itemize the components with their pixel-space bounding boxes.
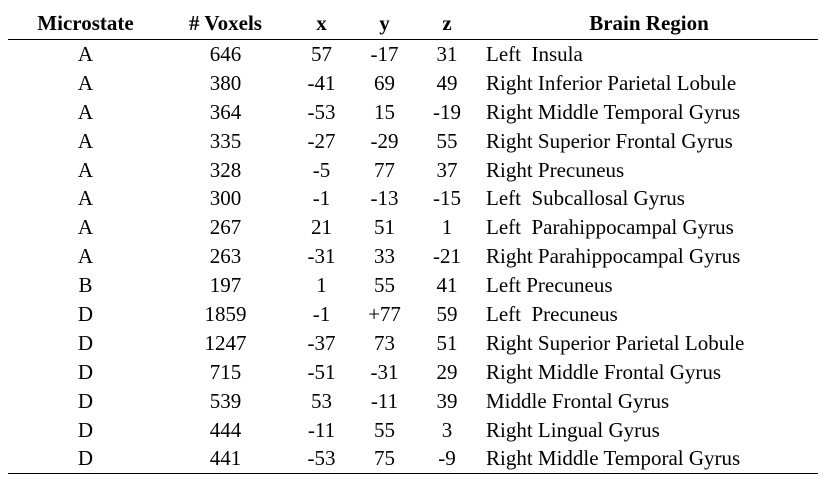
table-row	[8, 213, 818, 242]
header-row	[8, 8, 818, 40]
cell-x: -37	[307, 330, 336, 355]
table-row	[8, 300, 818, 329]
cell-y: 73	[374, 330, 395, 355]
cell-voxels: 263	[209, 244, 242, 269]
cell-microstate: B	[78, 273, 93, 298]
cell-brain-region: Right Lingual Gyrus	[486, 417, 660, 442]
cell-z: 37	[436, 157, 458, 182]
table-header	[8, 8, 818, 40]
cell-y: 75	[374, 446, 395, 471]
table-row	[8, 69, 818, 98]
cell-brain-region: Right Parahippocampal Gyrus	[486, 244, 741, 269]
cell-voxels: 328	[209, 157, 242, 182]
table-row	[8, 98, 818, 127]
cell-x: -1	[312, 301, 331, 326]
cell-y: 69	[374, 70, 395, 95]
cell-z: 41	[436, 273, 458, 298]
cell-voxels: 300	[209, 186, 242, 211]
cell-voxels: 646	[209, 41, 242, 66]
cell-brain-region: Right Superior Frontal Gyrus	[486, 128, 733, 153]
cell-x: 53	[311, 388, 332, 413]
cell-x: -5	[312, 157, 331, 182]
header-brain-region: Brain Region	[589, 11, 709, 35]
cell-y: -29	[370, 128, 399, 153]
cell-y: 15	[374, 99, 395, 124]
cell-voxels: 380	[209, 70, 242, 95]
cell-x: -51	[307, 359, 336, 384]
cell-brain-region: Middle Frontal Gyrus	[486, 388, 670, 413]
cell-y: 55	[374, 417, 395, 442]
cell-z: 39	[436, 388, 458, 413]
table-row	[8, 416, 818, 445]
cell-z: 55	[436, 128, 458, 153]
cell-z: 31	[436, 41, 458, 66]
table-row	[8, 329, 818, 358]
table-row	[8, 127, 818, 156]
cell-x: -53	[307, 99, 336, 124]
cell-microstate: A	[77, 215, 94, 240]
cell-y: 77	[374, 157, 395, 182]
cell-y: -13	[370, 186, 399, 211]
table-body	[8, 40, 818, 474]
table-row	[8, 40, 818, 69]
table-row	[8, 184, 818, 213]
table-row	[8, 387, 818, 416]
header-microstate: Microstate	[37, 11, 134, 35]
cell-z: 29	[436, 359, 458, 384]
cell-z: -21	[433, 244, 461, 269]
cell-voxels: 715	[209, 359, 242, 384]
cell-voxels: 444	[209, 417, 242, 442]
cell-microstate: A	[77, 186, 94, 211]
cell-voxels: 364	[209, 99, 242, 124]
cell-voxels: 441	[209, 446, 242, 471]
cell-brain-region: Left Precuneus	[486, 301, 618, 326]
cell-microstate: D	[77, 388, 94, 413]
cell-voxels: 335	[209, 128, 242, 153]
cell-voxels: 1859	[204, 301, 247, 326]
cell-brain-region: Left Precuneus	[486, 273, 613, 298]
cell-x: -27	[307, 128, 336, 153]
cell-microstate: D	[77, 301, 94, 326]
cell-z: 59	[436, 301, 458, 326]
cell-microstate: A	[77, 244, 94, 269]
cell-y: +77	[368, 301, 401, 326]
cell-brain-region: Right Middle Frontal Gyrus	[486, 359, 722, 384]
cell-brain-region: Right Superior Parietal Lobule	[486, 330, 745, 355]
header-y: y	[379, 11, 390, 35]
cell-y: 55	[374, 273, 395, 298]
cell-x: -31	[307, 244, 336, 269]
cell-microstate: D	[77, 446, 94, 471]
cell-microstate: A	[77, 70, 94, 95]
cell-x: -11	[307, 417, 336, 442]
cell-y: -17	[370, 41, 399, 66]
cell-x: -1	[312, 186, 331, 211]
cell-brain-region: Right Inferior Parietal Lobule	[486, 70, 737, 95]
cell-voxels: 1247	[204, 330, 247, 355]
cell-y: -31	[370, 359, 399, 384]
header-z: z	[442, 11, 452, 35]
cell-voxels: 267	[209, 215, 242, 240]
cell-z: 1	[441, 215, 453, 240]
cell-z: 3	[441, 417, 453, 442]
cell-brain-region: Left Parahippocampal Gyrus	[486, 215, 734, 240]
microstate-table	[8, 8, 818, 474]
cell-microstate: D	[77, 330, 94, 355]
table-row	[8, 444, 818, 473]
cell-voxels: 197	[209, 273, 242, 298]
cell-z: 51	[436, 330, 458, 355]
cell-x: -53	[307, 446, 336, 471]
cell-x: 1	[316, 273, 327, 298]
table-row	[8, 358, 818, 387]
cell-brain-region: Left Insula	[486, 41, 583, 66]
cell-brain-region: Right Precuneus	[486, 157, 625, 182]
table-row	[8, 242, 818, 271]
cell-z: -15	[433, 186, 461, 211]
cell-z: -19	[433, 99, 461, 124]
cell-z: -9	[438, 446, 456, 471]
table-row	[8, 271, 818, 300]
header-x: x	[316, 11, 327, 35]
cell-z: 49	[436, 70, 458, 95]
header-voxels: # Voxels	[189, 11, 262, 35]
microstate-table-container	[8, 8, 818, 474]
table-row	[8, 156, 818, 185]
cell-microstate: A	[77, 157, 94, 182]
cell-microstate: A	[77, 128, 94, 153]
cell-microstate: D	[77, 359, 94, 384]
cell-voxels: 539	[209, 388, 242, 413]
cell-brain-region: Right Middle Temporal Gyrus	[486, 446, 741, 471]
cell-y: -11	[370, 388, 399, 413]
cell-microstate: A	[77, 41, 94, 66]
cell-y: 51	[374, 215, 395, 240]
cell-x: -41	[307, 70, 336, 95]
cell-brain-region: Right Middle Temporal Gyrus	[486, 99, 741, 124]
cell-x: 57	[311, 41, 332, 66]
cell-microstate: A	[77, 99, 94, 124]
cell-microstate: D	[77, 417, 94, 442]
cell-y: 33	[374, 244, 395, 269]
cell-x: 21	[311, 215, 332, 240]
cell-brain-region: Left Subcallosal Gyrus	[486, 186, 685, 211]
